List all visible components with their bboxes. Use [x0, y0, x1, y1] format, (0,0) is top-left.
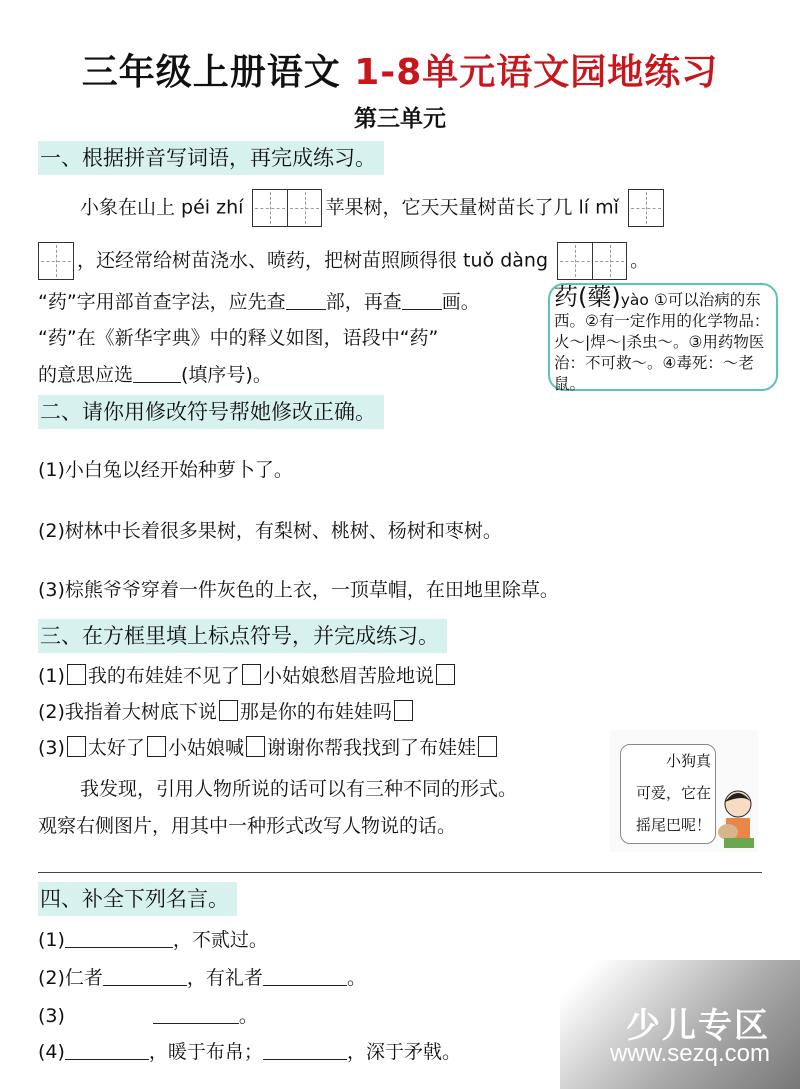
text: (2)仁者 — [38, 967, 103, 989]
text: 小象在山上 péi zhí — [80, 196, 244, 219]
text: 。 — [630, 249, 650, 272]
bubble-line: 摇尾巴呢！ — [635, 816, 711, 834]
watermark-url: www.sezq.com — [609, 1040, 770, 1067]
bubble-line: 小狗真 — [665, 752, 711, 770]
text: ，有礼者 — [186, 967, 263, 989]
text: ，不贰过。 — [172, 929, 268, 951]
punct-box[interactable] — [242, 664, 261, 685]
text: 小姑娘愁眉苦脸地说 — [262, 665, 434, 687]
blank[interactable] — [153, 1005, 239, 1024]
dict-pinyin: yào — [620, 291, 649, 309]
text: (3) — [38, 737, 65, 759]
text: “药”字用部首查字法，应先查 — [38, 291, 286, 313]
answer-line[interactable] — [38, 872, 762, 873]
blank[interactable] — [65, 929, 173, 948]
text: ，深于矛戟。 — [346, 1041, 461, 1063]
s4-item-1 — [38, 926, 268, 954]
section-2-header: 二、请你用修改符号帮她修改正确。 — [38, 395, 384, 429]
answer-grid[interactable] — [628, 189, 664, 227]
section-3-header: 三、在方框里填上标点符号，并完成练习。 — [38, 619, 447, 653]
punct-box[interactable] — [67, 736, 86, 757]
punct-box[interactable] — [67, 664, 86, 685]
punct-box[interactable] — [394, 700, 413, 721]
boy-icon — [716, 788, 758, 850]
text: 的意思应选 — [38, 364, 134, 386]
text: (2)我指着大树底下说 — [38, 701, 217, 723]
s2-item: (1)小白兔以经开始种萝卜了。 — [38, 459, 293, 481]
text: 那是你的布娃娃吗 — [239, 701, 392, 723]
text: (1) — [38, 929, 65, 951]
watermark — [560, 960, 800, 1089]
text: (4) — [38, 1041, 65, 1063]
title-black: 三年级上册语文 — [81, 52, 355, 93]
punct-box[interactable] — [478, 736, 497, 757]
s3-paragraph-2: 观察右侧图片，用其中一种形式改写人物说的话。 — [38, 815, 457, 837]
s1-line-3 — [38, 288, 480, 316]
s3-item-2 — [38, 698, 415, 726]
s2-item: (3)棕熊爷爷穿着一件灰色的上衣，一顶草帽，在田地里除草。 — [38, 579, 559, 601]
punct-box[interactable] — [219, 700, 238, 721]
watermark-logo: 少儿专区 — [626, 1006, 770, 1046]
s1-line-1 — [80, 189, 667, 227]
s4-item-3 — [38, 1002, 258, 1030]
boy-with-dog-illustration — [610, 730, 758, 852]
s3-item-1 — [38, 662, 457, 690]
text: 部，再查 — [325, 291, 402, 313]
title-red: 1-8单元语文园地练习 — [354, 52, 719, 93]
text: 我的布娃娃不见了 — [87, 665, 240, 687]
blank[interactable] — [286, 291, 326, 310]
s2-item: (2)树林中长着很多果树，有梨树、桃树、杨树和枣树。 — [38, 520, 502, 542]
page-title — [0, 44, 800, 95]
text: (填序号)。 — [181, 364, 272, 386]
bubble-line: 可爱，它在 — [635, 784, 711, 802]
s4-item-2 — [38, 964, 366, 992]
answer-grid[interactable] — [38, 242, 74, 280]
s3-item-3 — [38, 734, 499, 762]
text: ，暖于布帛； — [148, 1041, 263, 1063]
text: 画。 — [441, 291, 480, 313]
answer-grid[interactable] — [252, 189, 322, 227]
section-4-header: 四、补全下列名言。 — [38, 882, 237, 916]
s1-line-5 — [38, 361, 272, 389]
dictionary-entry-box — [548, 283, 778, 391]
text: (1) — [38, 665, 65, 687]
text: 谢谢你帮我找到了布娃娃 — [266, 737, 476, 759]
text: ，还经常给树苗浇水、喷药，把树苗照顾得很 tuǒ dàng — [77, 249, 549, 272]
punct-box[interactable] — [436, 664, 455, 685]
blank[interactable] — [263, 1041, 347, 1060]
blank[interactable] — [65, 1041, 149, 1060]
s1-line-4: “药”在《新华字典》中的释义如图，语段中“药” — [38, 327, 439, 349]
s4-item-4 — [38, 1038, 461, 1066]
text: (3) — [38, 1005, 65, 1027]
text: 苹果树，它天天量树苗长了几 lí mǐ — [325, 196, 619, 219]
blank[interactable] — [133, 364, 181, 383]
text: 。 — [238, 1005, 258, 1027]
s3-paragraph-1: 我发现，引用人物所说的话可以有三种不同的形式。 — [80, 778, 518, 800]
blank[interactable] — [402, 291, 442, 310]
blank[interactable] — [263, 967, 347, 986]
s1-line-2 — [38, 242, 649, 280]
section-1-header: 一、根据拼音写词语，再完成练习。 — [38, 141, 384, 175]
punct-box[interactable] — [147, 736, 166, 757]
text: 。 — [346, 967, 366, 989]
unit-subtitle: 第三单元 — [354, 106, 446, 132]
dict-headword: 药(藥) — [554, 283, 621, 311]
text: 小姑娘喊 — [167, 737, 244, 759]
text: 太好了 — [87, 737, 145, 759]
speech-bubble — [620, 744, 716, 844]
answer-grid[interactable] — [557, 242, 627, 280]
punct-box[interactable] — [246, 736, 265, 757]
dict-definitions: ①可以治病的东西。②有一定作用的化学物品：火～|焊～|杀虫～。③用药物医治：不可救～。④毒死：～老鼠。 — [554, 291, 770, 393]
blank[interactable] — [103, 967, 187, 986]
